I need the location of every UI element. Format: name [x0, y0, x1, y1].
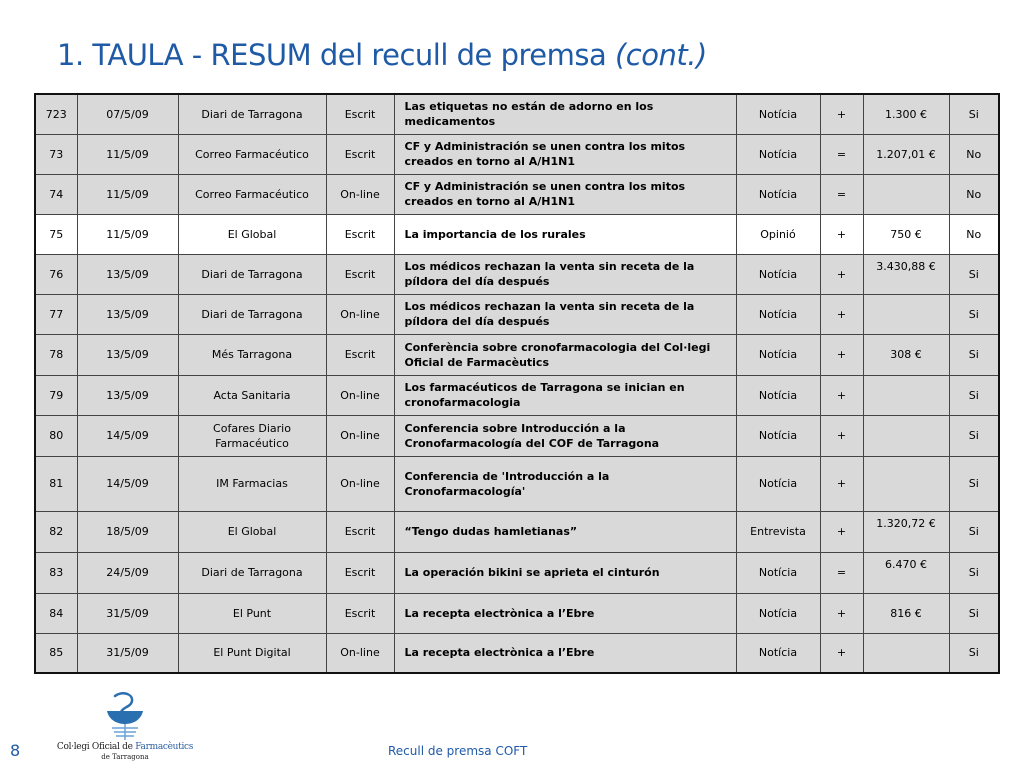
media-cell: Diari de Tarragona [178, 294, 326, 334]
value-cell [863, 633, 949, 673]
value-cell: 1.320,72 € [863, 511, 949, 552]
tone-cell: = [820, 134, 863, 174]
headline-cell: Conferencia sobre Introducción a la Cronofarmacología del COF de Tarragona [394, 415, 736, 456]
flag-cell: Si [949, 254, 999, 294]
value-cell [863, 456, 949, 511]
genre-cell: Notícia [736, 254, 820, 294]
date-cell: 14/5/09 [77, 415, 178, 456]
bowl-of-hygieia-icon [55, 690, 195, 742]
value-cell: 1.300 € [863, 94, 949, 134]
logo-name-part2: Farmacèutics [135, 742, 194, 752]
value-cell: 6.470 € [863, 552, 949, 593]
flag-cell: No [949, 214, 999, 254]
genre-cell: Notícia [736, 334, 820, 375]
genre-cell: Notícia [736, 375, 820, 415]
flag-cell: Si [949, 456, 999, 511]
headline-cell: Las etiquetas no están de adorno en los medicamentos [394, 94, 736, 134]
date-cell: 11/5/09 [77, 134, 178, 174]
support-cell: On-line [326, 415, 394, 456]
tone-cell: = [820, 174, 863, 214]
table-row [35, 456, 999, 511]
slide-title [57, 38, 707, 72]
table-row [35, 294, 999, 334]
genre-cell: Notícia [736, 134, 820, 174]
table-row [35, 174, 999, 214]
headline-cell: La operación bikini se aprieta el cinturón [394, 552, 736, 593]
table-row [35, 511, 999, 552]
row-number-cell: 77 [35, 294, 77, 334]
slide-title-main: 1. TAULA - RESUM del recull de premsa [57, 38, 607, 72]
table-row [35, 214, 999, 254]
tone-cell: + [820, 334, 863, 375]
date-cell: 11/5/09 [77, 214, 178, 254]
value-cell [863, 415, 949, 456]
tone-cell: + [820, 593, 863, 633]
row-number-cell: 76 [35, 254, 77, 294]
genre-cell: Notícia [736, 415, 820, 456]
table-row [35, 375, 999, 415]
support-cell: Escrit [326, 334, 394, 375]
table-row [35, 593, 999, 633]
logo-name [55, 742, 195, 752]
row-number-cell: 74 [35, 174, 77, 214]
genre-cell: Notícia [736, 294, 820, 334]
flag-cell: Si [949, 415, 999, 456]
media-cell: Diari de Tarragona [178, 94, 326, 134]
date-cell: 13/5/09 [77, 254, 178, 294]
date-cell: 13/5/09 [77, 334, 178, 375]
media-cell: El Punt [178, 593, 326, 633]
headline-cell: La recepta electrònica a l’Ebre [394, 633, 736, 673]
value-cell: 308 € [863, 334, 949, 375]
table-row [35, 334, 999, 375]
value-cell [863, 174, 949, 214]
date-cell: 07/5/09 [77, 94, 178, 134]
support-cell: Escrit [326, 254, 394, 294]
table-row [35, 633, 999, 673]
headline-cell: CF y Administración se unen contra los mitos creados en torno al A/H1N1 [394, 174, 736, 214]
genre-cell: Notícia [736, 593, 820, 633]
flag-cell: No [949, 174, 999, 214]
date-cell: 13/5/09 [77, 294, 178, 334]
date-cell: 24/5/09 [77, 552, 178, 593]
tone-cell: + [820, 511, 863, 552]
value-cell: 750 € [863, 214, 949, 254]
media-cell: Correo Farmacéutico [178, 174, 326, 214]
row-number-cell: 83 [35, 552, 77, 593]
row-number-cell: 78 [35, 334, 77, 375]
slide-title-cont: (cont.) [614, 38, 707, 72]
tone-cell: + [820, 633, 863, 673]
genre-cell: Notícia [736, 552, 820, 593]
table-row [35, 254, 999, 294]
date-cell: 31/5/09 [77, 633, 178, 673]
media-cell: Diari de Tarragona [178, 552, 326, 593]
coft-logo [55, 690, 195, 765]
value-cell [863, 375, 949, 415]
media-cell: El Punt Digital [178, 633, 326, 673]
support-cell: On-line [326, 294, 394, 334]
genre-cell: Entrevista [736, 511, 820, 552]
support-cell: On-line [326, 174, 394, 214]
date-cell: 14/5/09 [77, 456, 178, 511]
support-cell: On-line [326, 456, 394, 511]
tone-cell: + [820, 254, 863, 294]
media-cell: Més Tarragona [178, 334, 326, 375]
press-summary-table [34, 93, 1000, 674]
flag-cell: Si [949, 334, 999, 375]
page-number: 8 [10, 741, 21, 760]
date-cell: 31/5/09 [77, 593, 178, 633]
row-number-cell: 84 [35, 593, 77, 633]
headline-cell: La importancia de los rurales [394, 214, 736, 254]
tone-cell: + [820, 375, 863, 415]
date-cell: 18/5/09 [77, 511, 178, 552]
headline-cell: Los médicos rechazan la venta sin receta de la píldora del día después [394, 294, 736, 334]
genre-cell: Notícia [736, 456, 820, 511]
table-row [35, 94, 999, 134]
support-cell: Escrit [326, 511, 394, 552]
flag-cell: Si [949, 593, 999, 633]
table-row [35, 552, 999, 593]
support-cell: Escrit [326, 552, 394, 593]
headline-cell: Los farmacéuticos de Tarragona se inician en cronofarmacologia [394, 375, 736, 415]
flag-cell: Si [949, 375, 999, 415]
headline-cell: “Tengo dudas hamletianas” [394, 511, 736, 552]
table-row [35, 415, 999, 456]
row-number-cell: 85 [35, 633, 77, 673]
flag-cell: No [949, 134, 999, 174]
headline-cell: Conferencia de 'Introducción a la Cronofarmacología' [394, 456, 736, 511]
genre-cell: Opinió [736, 214, 820, 254]
media-cell: El Global [178, 511, 326, 552]
tone-cell: + [820, 415, 863, 456]
row-number-cell: 82 [35, 511, 77, 552]
media-cell: Correo Farmacéutico [178, 134, 326, 174]
media-cell: Cofares Diario Farmacéutico [178, 415, 326, 456]
flag-cell: Si [949, 94, 999, 134]
genre-cell: Notícia [736, 633, 820, 673]
row-number-cell: 75 [35, 214, 77, 254]
support-cell: Escrit [326, 94, 394, 134]
row-number-cell: 73 [35, 134, 77, 174]
support-cell: Escrit [326, 593, 394, 633]
flag-cell: Si [949, 552, 999, 593]
headline-cell: Conferència sobre cronofarmacologia del Col·legi Oficial de Farmacèutics [394, 334, 736, 375]
headline-cell: CF y Administración se unen contra los mitos creados en torno al A/H1N1 [394, 134, 736, 174]
genre-cell: Notícia [736, 94, 820, 134]
tone-cell: + [820, 456, 863, 511]
value-cell: 3.430,88 € [863, 254, 949, 294]
logo-name-part1: Col·legi Oficial de [56, 742, 133, 752]
headline-cell: Los médicos rechazan la venta sin receta de la píldora del día después [394, 254, 736, 294]
tone-cell: + [820, 94, 863, 134]
footer-text: Recull de premsa COFT [388, 744, 528, 758]
date-cell: 11/5/09 [77, 174, 178, 214]
row-number-cell: 80 [35, 415, 77, 456]
media-cell: Acta Sanitaria [178, 375, 326, 415]
media-cell: El Global [178, 214, 326, 254]
support-cell: Escrit [326, 134, 394, 174]
logo-subtitle: de Tarragona [101, 753, 149, 761]
genre-cell: Notícia [736, 174, 820, 214]
headline-cell: La recepta electrònica a l’Ebre [394, 593, 736, 633]
support-cell: On-line [326, 633, 394, 673]
support-cell: On-line [326, 375, 394, 415]
tone-cell: + [820, 214, 863, 254]
value-cell: 816 € [863, 593, 949, 633]
row-number-cell: 723 [35, 94, 77, 134]
date-cell: 13/5/09 [77, 375, 178, 415]
value-cell [863, 294, 949, 334]
row-number-cell: 81 [35, 456, 77, 511]
flag-cell: Si [949, 294, 999, 334]
table-body [35, 94, 999, 673]
media-cell: Diari de Tarragona [178, 254, 326, 294]
tone-cell: = [820, 552, 863, 593]
flag-cell: Si [949, 511, 999, 552]
media-cell: IM Farmacias [178, 456, 326, 511]
table-row [35, 134, 999, 174]
value-cell: 1.207,01 € [863, 134, 949, 174]
tone-cell: + [820, 294, 863, 334]
flag-cell: Si [949, 633, 999, 673]
support-cell: Escrit [326, 214, 394, 254]
row-number-cell: 79 [35, 375, 77, 415]
